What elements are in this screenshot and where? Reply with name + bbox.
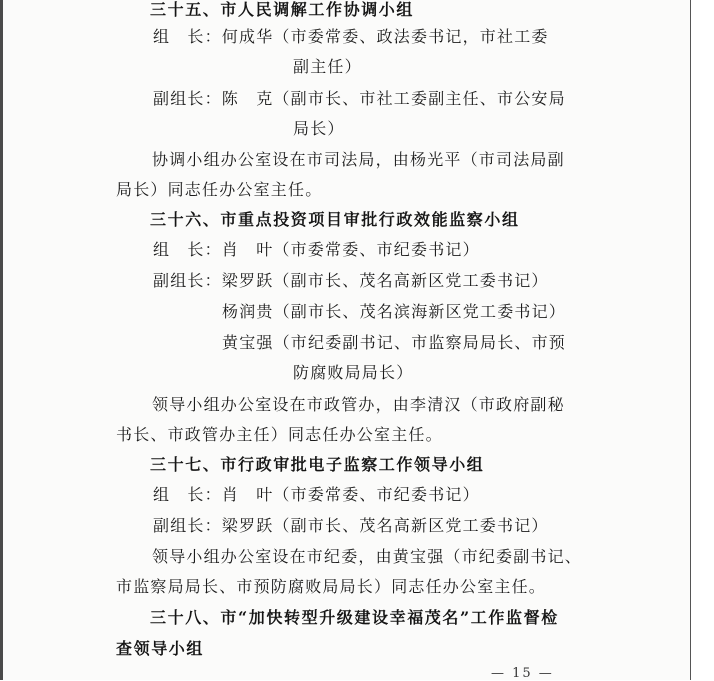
text-line: 局长）同志任办公室主任。	[116, 180, 323, 199]
section-heading-37: 三十七、市行政审批电子监察工作领导小组	[150, 455, 485, 474]
text-line: 防腐败局局长）	[293, 363, 414, 382]
text-line: 组 长：肖 叶（市委常委、市纪委书记）	[153, 485, 480, 504]
text-line: 书长、市政管办主任）同志任办公室主任。	[116, 425, 443, 444]
text-line: 组 长：肖 叶（市委常委、市纪委书记）	[153, 240, 480, 259]
text-line: 副主任）	[293, 57, 362, 76]
window-frame-right	[690, 0, 691, 680]
section-heading-35: 三十五、市人民调解工作协调小组	[150, 0, 415, 19]
text-line: 领导小组办公室设在市政管办，由李清汉（市政府副秘	[152, 395, 565, 414]
text-line: 黄宝强（市纪委副书记、市监察局局长、市预	[222, 333, 567, 352]
document-page	[3, 0, 690, 680]
text-line: 副组长：梁罗跃（副市长、茂名高新区党工委书记）	[153, 271, 549, 290]
section-heading-38: 三十八、市“加快转型升级建设幸福茂名”工作监督检	[150, 608, 559, 627]
text-line: 杨润贵（副市长、茂名滨海新区党工委书记）	[222, 302, 567, 321]
text-line: 局长）	[293, 119, 345, 138]
section-heading-36: 三十六、市重点投资项目审批行政效能监察小组	[150, 210, 520, 229]
text-line: 副组长：陈 克（副市长、市社工委副主任、市公安局	[153, 89, 566, 108]
text-line: 副组长：梁罗跃（副市长、茂名高新区党工委书记）	[153, 516, 549, 535]
text-line: 领导小组办公室设在市纪委，由黄宝强（市纪委副书记、	[152, 547, 583, 566]
text-line: 组 长：何成华（市委常委、政法委书记，市社工委	[153, 27, 549, 46]
page-number: — 15 —	[491, 666, 554, 681]
text-line: 市监察局局长、市预防腐败局局长）同志任办公室主任。	[116, 577, 547, 596]
section-heading-38-cont: 查领导小组	[116, 639, 205, 658]
text-line: 协调小组办公室设在市司法局，由杨光平（市司法局副	[152, 150, 565, 169]
